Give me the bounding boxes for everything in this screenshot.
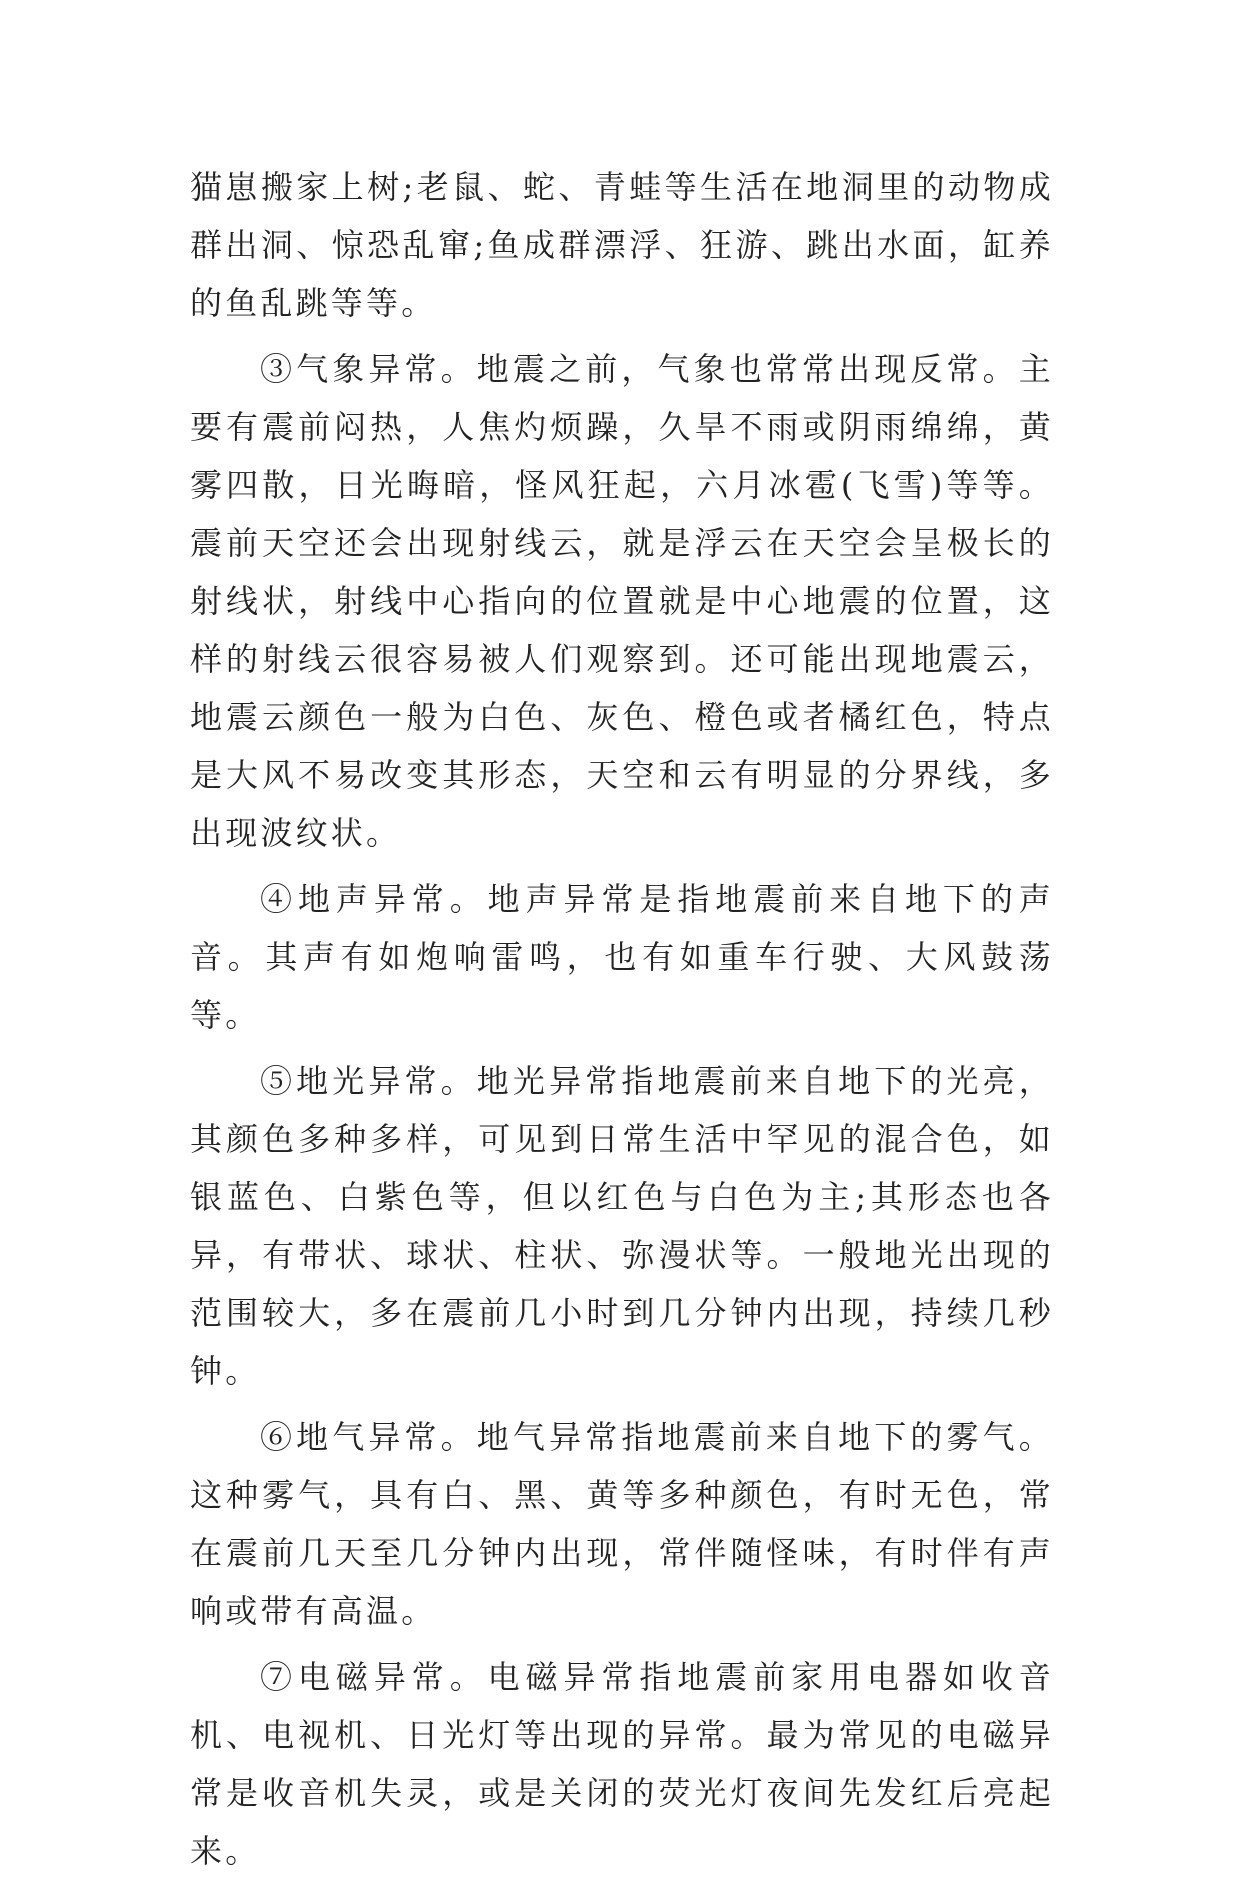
- paragraph-ground-light-anomaly: ⑤地光异常。地光异常指地震前来自地下的光亮，其颜色多种多样，可见到日常生活中罕见的混合色，如银蓝色、白紫色等，但以红色与白色为主;其形态也各异，有带状、球状、柱状、弥漫状等。一般地光出现的范围较大，多在震前几小时到几分钟内出现，持续几秒钟。: [190, 1062, 1054, 1390]
- paragraph-ground-sound-anomaly: ④地声异常。地声异常是指地震前来自地下的声音。其声有如炮响雷鸣，也有如重车行驶、大风鼓荡等。: [190, 880, 1054, 1034]
- paragraph-animal-continued: 猫崽搬家上树;老鼠、蛇、青蛙等生活在地洞里的动物成群出洞、惊恐乱窜;鱼成群漂浮、狂游、跳出水面，缸养的鱼乱跳等等。: [190, 168, 1054, 322]
- paragraph-electromagnetic-anomaly: ⑦电磁异常。电磁异常指地震前家用电器如收音机、电视机、日光灯等出现的异常。最为常见的电磁异常是收音机失灵，或是关闭的荧光灯夜间先发红后亮起来。: [190, 1658, 1054, 1870]
- document-body: [190, 158, 1054, 1888]
- paragraph-weather-anomaly: ③气象异常。地震之前，气象也常常出现反常。主要有震前闷热，人焦灼烦躁，久旱不雨或阴雨绵绵，黄雾四散，日光晦暗，怪风狂起，六月冰雹(飞雪)等等。震前天空还会出现射线云，就是浮云在天空会呈极长的射线状，射线中心指向的位置就是中心地震的位置，这样的射线云很容易被人们观察到。还可能出现地震云，地震云颜色一般为白色、灰色、橙色或者橘红色，特点是大风不易改变其形态，天空和云有明显的分界线，多出现波纹状。: [190, 350, 1054, 852]
- paragraph-ground-gas-anomaly: ⑥地气异常。地气异常指地震前来自地下的雾气。这种雾气，具有白、黑、黄等多种颜色，有时无色，常在震前几天至几分钟内出现，常伴随怪味，有时伴有声响或带有高温。: [190, 1418, 1054, 1630]
